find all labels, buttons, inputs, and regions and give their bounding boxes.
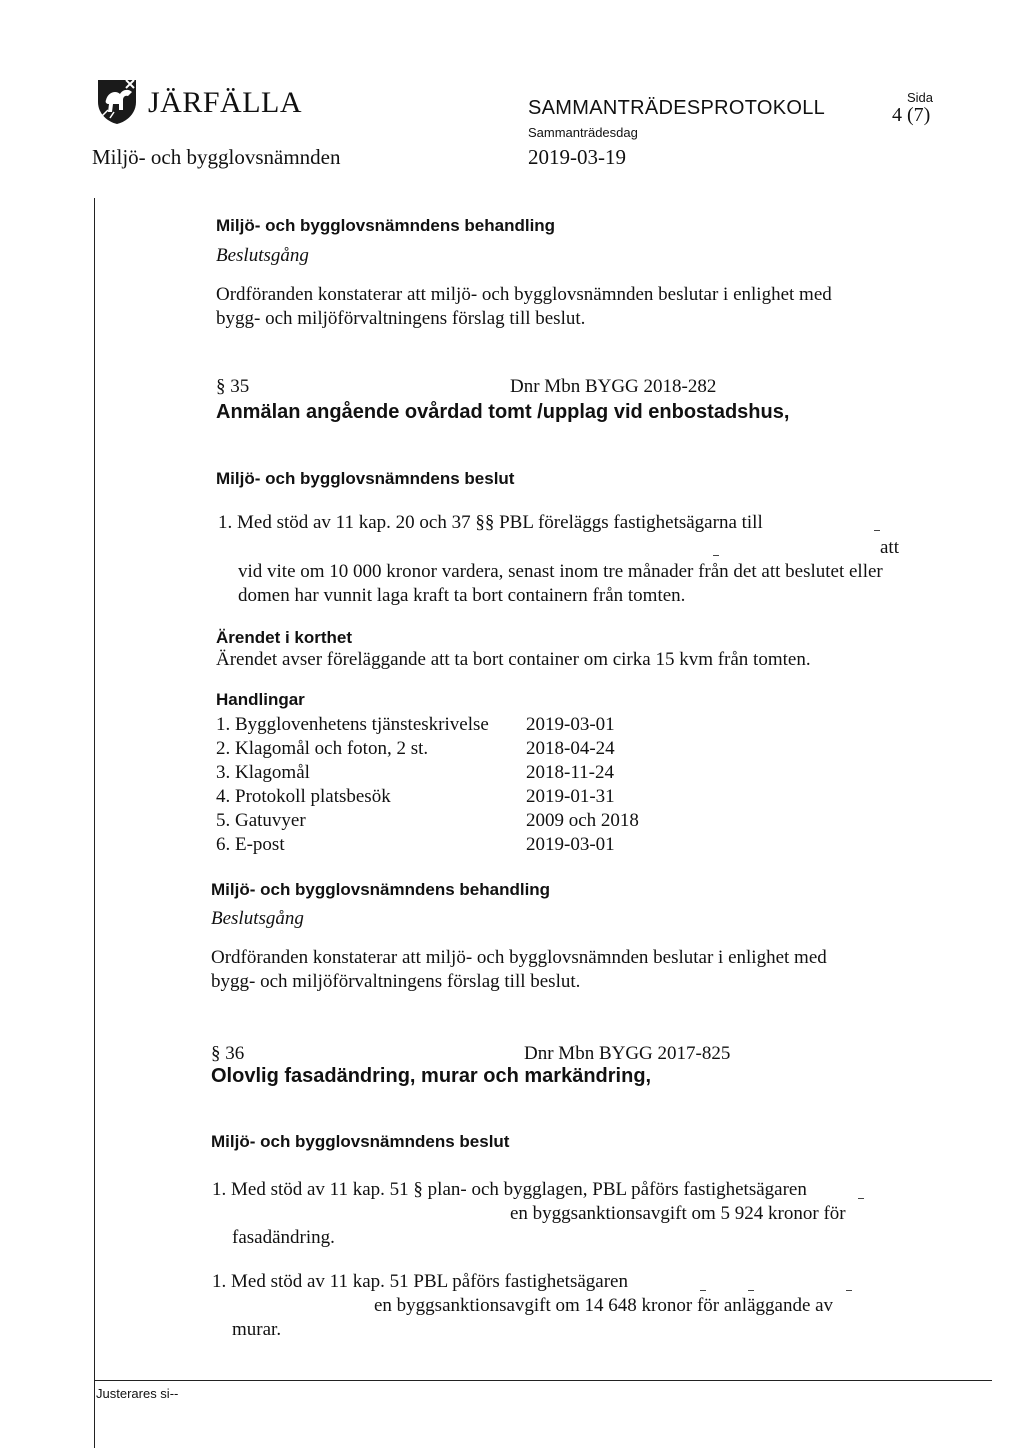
document-item: 4. Protokoll platsbesök	[216, 786, 391, 807]
margin-line	[94, 198, 95, 1448]
case-title: Olovlig fasadändring, murar och markändring,	[211, 1065, 652, 1087]
committee-name: Miljö- och bygglovsnämnden	[92, 145, 341, 169]
decision-line: en byggsanktionsavgift om 14 648 kronor för anläggande av	[374, 1295, 834, 1316]
paragraph-line: Ordföranden konstaterar att miljö- och bygglovsnämnden beslutar i enlighet med	[216, 284, 832, 305]
case-title: Anmälan angående ovårdad tomt /upplag vid enbostadshus,	[216, 401, 790, 423]
page-label: Sida	[907, 90, 934, 105]
section-subheading: Beslutsgång	[216, 245, 309, 266]
footer-line	[94, 1380, 992, 1381]
signature-label: Justerares si--	[96, 1386, 179, 1401]
decision-line: domen har vunnit laga kraft ta bort containern från tomten.	[238, 585, 686, 606]
document-item: 6. E-post	[216, 834, 285, 855]
redaction-mark	[846, 1290, 852, 1291]
documents-heading: Handlingar	[216, 690, 305, 709]
decision-line: fasadändring.	[232, 1227, 335, 1248]
case-number: Dnr Mbn BYGG 2018-282	[510, 376, 717, 397]
redaction-mark	[748, 1290, 754, 1291]
section-heading: Miljö- och bygglovsnämndens behandling	[216, 216, 556, 235]
document-type: SAMMANTRÄDESPROTOKOLL	[528, 97, 826, 119]
decision-line: att	[880, 537, 899, 558]
decision-line: murar.	[232, 1319, 282, 1340]
paragraph-line: bygg- och miljöförvaltningens förslag till beslut.	[216, 308, 586, 329]
case-number: Dnr Mbn BYGG 2017-825	[524, 1043, 731, 1064]
summary-text: Ärendet avser föreläggande att ta bort container om cirka 15 kvm från tomten.	[216, 649, 811, 670]
document-item: 1. Bygglovenhetens tjänsteskrivelse	[216, 714, 489, 735]
paragraph-line: bygg- och miljöförvaltningens förslag till beslut.	[211, 971, 581, 992]
redaction-mark	[713, 555, 719, 556]
redaction-mark	[874, 530, 880, 531]
page-number: 4 (7)	[892, 104, 931, 126]
jarfalla-coat-of-arms-logo	[92, 76, 142, 126]
redaction-mark	[700, 1290, 706, 1291]
document-date: 2009 och 2018	[526, 810, 639, 831]
meeting-date: 2019-03-19	[528, 145, 626, 169]
redaction-mark	[858, 1198, 864, 1199]
decision-line: 1. Med stöd av 11 kap. 51 PBL påförs fastighetsägaren	[212, 1271, 628, 1292]
document-item: 5. Gatuvyer	[216, 810, 306, 831]
paragraph-number: § 35	[216, 376, 250, 397]
handling-heading: Miljö- och bygglovsnämndens behandling	[211, 880, 551, 899]
document-item: 3. Klagomål	[216, 762, 310, 783]
paragraph-line: Ordföranden konstaterar att miljö- och bygglovsnämnden beslutar i enlighet med	[211, 947, 827, 968]
handling-subheading: Beslutsgång	[211, 908, 304, 929]
decision-line: en byggsanktionsavgift om 5 924 kronor för	[510, 1203, 846, 1224]
decision-line: vid vite om 10 000 kronor vardera, senast inom tre månader från det att beslutet eller	[238, 561, 883, 582]
decision-line: 1. Med stöd av 11 kap. 51 § plan- och bygglagen, PBL påförs fastighetsägaren	[212, 1179, 807, 1200]
document-date: 2019-03-01	[526, 834, 615, 855]
document-date: 2018-11-24	[526, 762, 614, 783]
decision-heading: Miljö- och bygglovsnämndens beslut	[211, 1132, 510, 1151]
document-date: 2019-03-01	[526, 714, 615, 735]
meeting-date-label: Sammanträdesdag	[528, 125, 638, 140]
summary-heading: Ärendet i korthet	[216, 628, 353, 647]
org-name: JÄRFÄLLA	[148, 86, 303, 119]
document-item: 2. Klagomål och foton, 2 st.	[216, 738, 429, 759]
document-date: 2019-01-31	[526, 786, 615, 807]
document-date: 2018-04-24	[526, 738, 615, 759]
decision-line: 1. Med stöd av 11 kap. 20 och 37 §§ PBL föreläggs fastighetsägarna till	[218, 512, 763, 533]
decision-heading: Miljö- och bygglovsnämndens beslut	[216, 469, 515, 488]
paragraph-number: § 36	[211, 1043, 245, 1064]
